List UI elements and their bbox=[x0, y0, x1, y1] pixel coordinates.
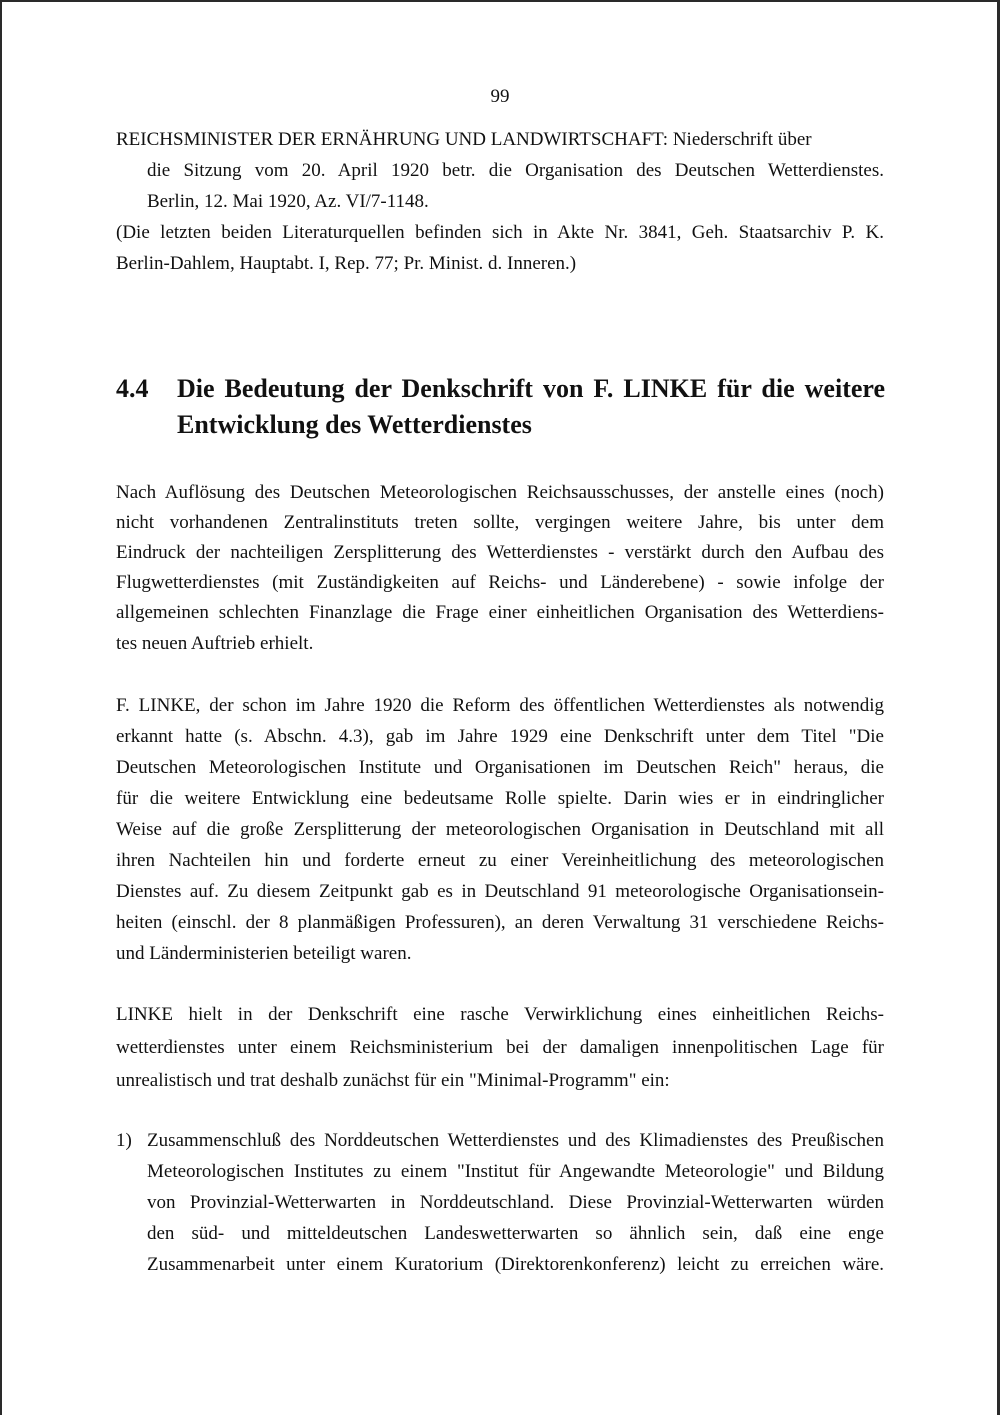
paragraph-line: allgemeinen schlechten Finanzlage die Frage einer einheitlichen Organisation des Wetterdiens- bbox=[116, 602, 884, 623]
paragraph-line: und Länderministerien beteiligt waren. bbox=[116, 943, 412, 964]
paragraph-line: Dienstes auf. Zu diesem Zeitpunkt gab es in Deutschland 91 meteorologische Organisationsein- bbox=[116, 881, 884, 902]
reference-line: Berlin, 12. Mai 1920, Az. VI/7-1148. bbox=[147, 191, 429, 212]
reference-line: REICHSMINISTER DER ERNÄHRUNG UND LANDWIRTSCHAFT: Niederschrift über bbox=[116, 129, 812, 150]
paragraph-line: unrealistisch und trat deshalb zunächst für ein "Minimal-Programm" ein: bbox=[116, 1070, 670, 1091]
paragraph-line: Weise auf die große Zersplitterung der meteorologischen Organisation in Deutschland mit all bbox=[116, 819, 884, 840]
list-item-line: Zusammenschluß des Norddeutschen Wetterdienstes und des Klimadienstes des Preußischen bbox=[147, 1130, 884, 1151]
paragraph-line: heiten (einschl. der 8 planmäßigen Professuren), an deren Verwaltung 31 verschiedene Reichs- bbox=[116, 912, 884, 933]
paragraph-line: LINKE hielt in der Denkschrift eine rasche Verwirklichung eines einheitlichen Reichs- bbox=[116, 1004, 884, 1025]
list-marker: 1) bbox=[116, 1130, 132, 1151]
paragraph-line: Nach Auflösung des Deutschen Meteorologischen Reichsausschusses, der anstelle eines (noch) bbox=[116, 482, 884, 503]
paragraph-line: erkannt hatte (s. Abschn. 4.3), gab im Jahre 1929 eine Denkschrift unter dem Titel "Die bbox=[116, 726, 884, 747]
paragraph-line: tes neuen Auftrieb erhielt. bbox=[116, 633, 314, 654]
paragraph-line: Deutschen Meteorologischen Institute und Organisationen im Deutschen Reich" heraus, die bbox=[116, 757, 884, 778]
list-item-line: Meteorologischen Institutes zu einem "Institut für Angewandte Meteorologie" und Bildung bbox=[147, 1161, 884, 1182]
paragraph-line: Flugwetterdienstes (mit Zuständigkeiten auf Reichs- und Länderebene) - sowie infolge der bbox=[116, 572, 884, 593]
page-number: 99 bbox=[490, 86, 510, 107]
paragraph-line: ihren Nachteilen hin und forderte erneut zu einer Vereinheitlichung des meteorologischen bbox=[116, 850, 884, 871]
list-item-line: den süd- und mitteldeutschen Landeswetterwarten so ähnlich sein, daß eine enge bbox=[147, 1223, 884, 1244]
list-item-line: Zusammenarbeit unter einem Kuratorium (Direktorenkonferenz) leicht zu erreichen wäre. bbox=[147, 1254, 884, 1275]
paragraph-line: F. LINKE, der schon im Jahre 1920 die Reform des öffentlichen Wetterdienstes als notwendig bbox=[116, 695, 884, 716]
note-line: Berlin-Dahlem, Hauptabt. I, Rep. 77; Pr. Minist. d. Inneren.) bbox=[116, 253, 577, 274]
paragraph-line: für die weitere Entwicklung eine bedeutsame Rolle spielte. Darin wies er in eindringlicher bbox=[116, 788, 884, 809]
section-number: 4.4 bbox=[116, 374, 149, 403]
reference-line: die Sitzung vom 20. April 1920 betr. die Organisation des Deutschen Wetterdienstes. bbox=[147, 160, 884, 181]
scan-edge-top bbox=[0, 0, 1000, 2]
list-item-line: von Provinzial-Wetterwarten in Norddeutschland. Diese Provinzial-Wetterwarten würden bbox=[147, 1192, 884, 1213]
section-title-line: Die Bedeutung der Denkschrift von F. LINKE für die weitere bbox=[177, 374, 885, 403]
section-title-line: Entwicklung des Wetterdienstes bbox=[177, 410, 532, 439]
paragraph-line: wetterdienstes unter einem Reichsministerium bei der damaligen innenpolitischen Lage für bbox=[116, 1037, 884, 1058]
note-line: (Die letzten beiden Literaturquellen befinden sich in Akte Nr. 3841, Geh. Staatsarchiv P. K. bbox=[116, 222, 884, 243]
paragraph-line: Eindruck der nachteiligen Zersplitterung des Wetterdienstes - verstärkt durch den Aufbau des bbox=[116, 542, 884, 563]
scan-edge-left bbox=[0, 0, 2, 1415]
paragraph-line: nicht vorhandenen Zentralinstituts treten sollte, vergingen weitere Jahre, bis unter dem bbox=[116, 512, 884, 533]
